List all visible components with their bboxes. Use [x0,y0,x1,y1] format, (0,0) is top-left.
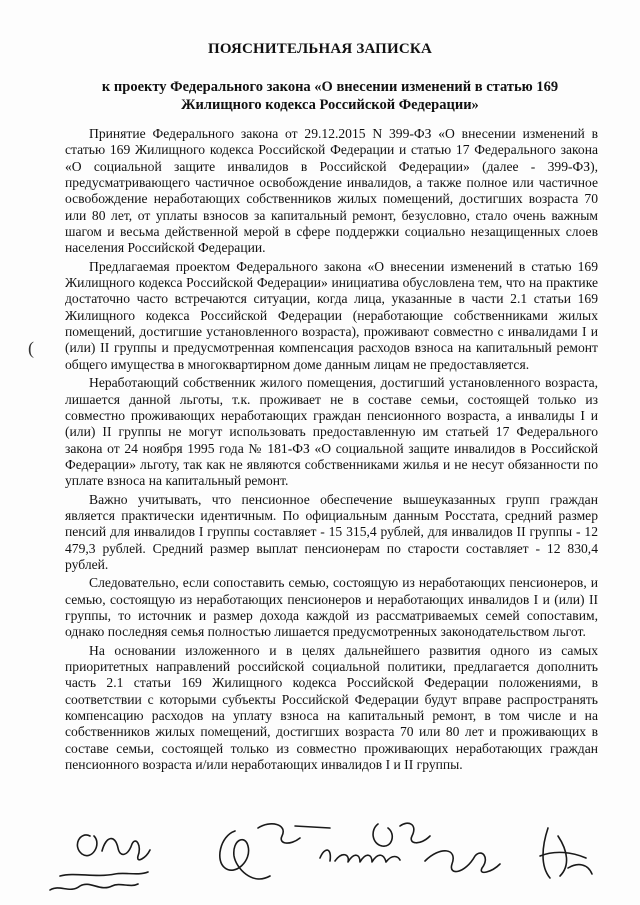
paragraph: Важно учитывать, что пенсионное обеспечение вышеуказанных групп граждан является практически идентичным. По официальным данным Росстата, средний размер пенсий для инвалидов I группы составляет - 15 315,4 рублей, для инвалидов II группы - 12 479,3 рублей. Средний размер выплат пенсионерам по старости составляет - 12 830,4 рублей. [65,491,598,572]
document-title: ПОЯСНИТЕЛЬНАЯ ЗАПИСКА [207,41,433,57]
handwritten-signature [540,828,592,878]
paragraph: Неработающий собственник жилого помещения, достигший установленного возраста, лишается данной льготы, т.к. проживает не в составе семьи, состоящей только из совместно проживающих неработающих граждан пенсионного возраста, а инвалиды I и (или) II группы не могут использовать предоставленную им статьей 17 Федерального закона от 24 ноября 1995 года № 181-ФЗ «О социальной защите инвалидов в Российской Федерации» льготу, так как не являются собственниками жилья и не несут обязанности по уплате взноса на капитальный ремонт. [65,375,598,489]
margin-bracket-mark: ( [28,338,34,358]
document-subtitle [60,78,600,114]
paragraph: Предлагаемая проектом Федерального закона «О внесении изменений в статью 169 Жилищного кодекса Российской Федерации» инициатива обусловлена тем, что на практике достаточно часто встречаются ситуации, когда лица, указанные в части 2.1 статьи 169 Жилищного кодекса Российской Федерации (неработающие собственниками жилых помещений, достигшие установленного возраста), проживают совместно с инвалидами I и (или) II группы и предусмотренная компенсация расходов взноса на капитальный ремонт общего имущества в многоквартирном доме данным лицам не предоставляется. [65,258,598,372]
paragraph: Принятие Федерального закона от 29.12.2015 N 399-ФЗ «О внесении изменений в статью 169 Жилищного кодекса Российской Федерации и статью 17 Федерального закона «О социальной защите инвалидов в Российской Федерации» (далее - 399-ФЗ), предусматривающего частичное освобождение инвалидов, а также полное или частичное освобождение неработающих собственников жилых помещений, достигших возраста 70 или 80 лет, от уплаты взносов за капитальный ремонт, безусловно, стало очень важным шагом и весьма действенной мерой в сфере поддержки социально незащищенных слоев населения Российской Федерации. [65,126,598,256]
handwritten-signature [60,835,150,876]
subtitle-line-2: Жилищного кодекса Российской Федерации» [181,97,479,113]
handwritten-signature [220,824,330,879]
handwritten-initials [50,884,138,890]
handwritten-signature [320,850,400,862]
signatures-block [20,806,630,901]
paragraph: Следовательно, если сопоставить семью, состоящую из неработающих пенсионеров, и семью, состоящую из неработающих пенсионеров и неработающих инвалидов I и (или) II группы, то источник и размер дохода каждой из рассматриваемых семей сопоставим, однако последняя семья полностью лишается предусмотренных законодательством льгот. [65,575,598,640]
handwritten-signature [373,823,500,872]
paragraph: На основании изложенного и в целях дальнейшего развития одного из самых приоритетных направлений российской социальной политики, предлагается дополнить часть 2.1 статьи 169 Жилищного кодекса Российской Федерации положениями, в соответствии с которыми субъекты Российской Федерации будут вправе распространять компенсацию расходов на уплату взноса на капитальный ремонт, в том числе и на собственников жилых помещений, достигших возраста 70 или 80 лет и проживающих в составе семьи, состоящей только из совместно проживающих неработающих граждан пенсионного возраста и/или неработающих инвалидов I и II группы. [65,642,598,773]
document-body [65,126,598,775]
subtitle-line-1: к проекту Федерального закона «О внесении изменений в статью 169 [101,79,559,95]
